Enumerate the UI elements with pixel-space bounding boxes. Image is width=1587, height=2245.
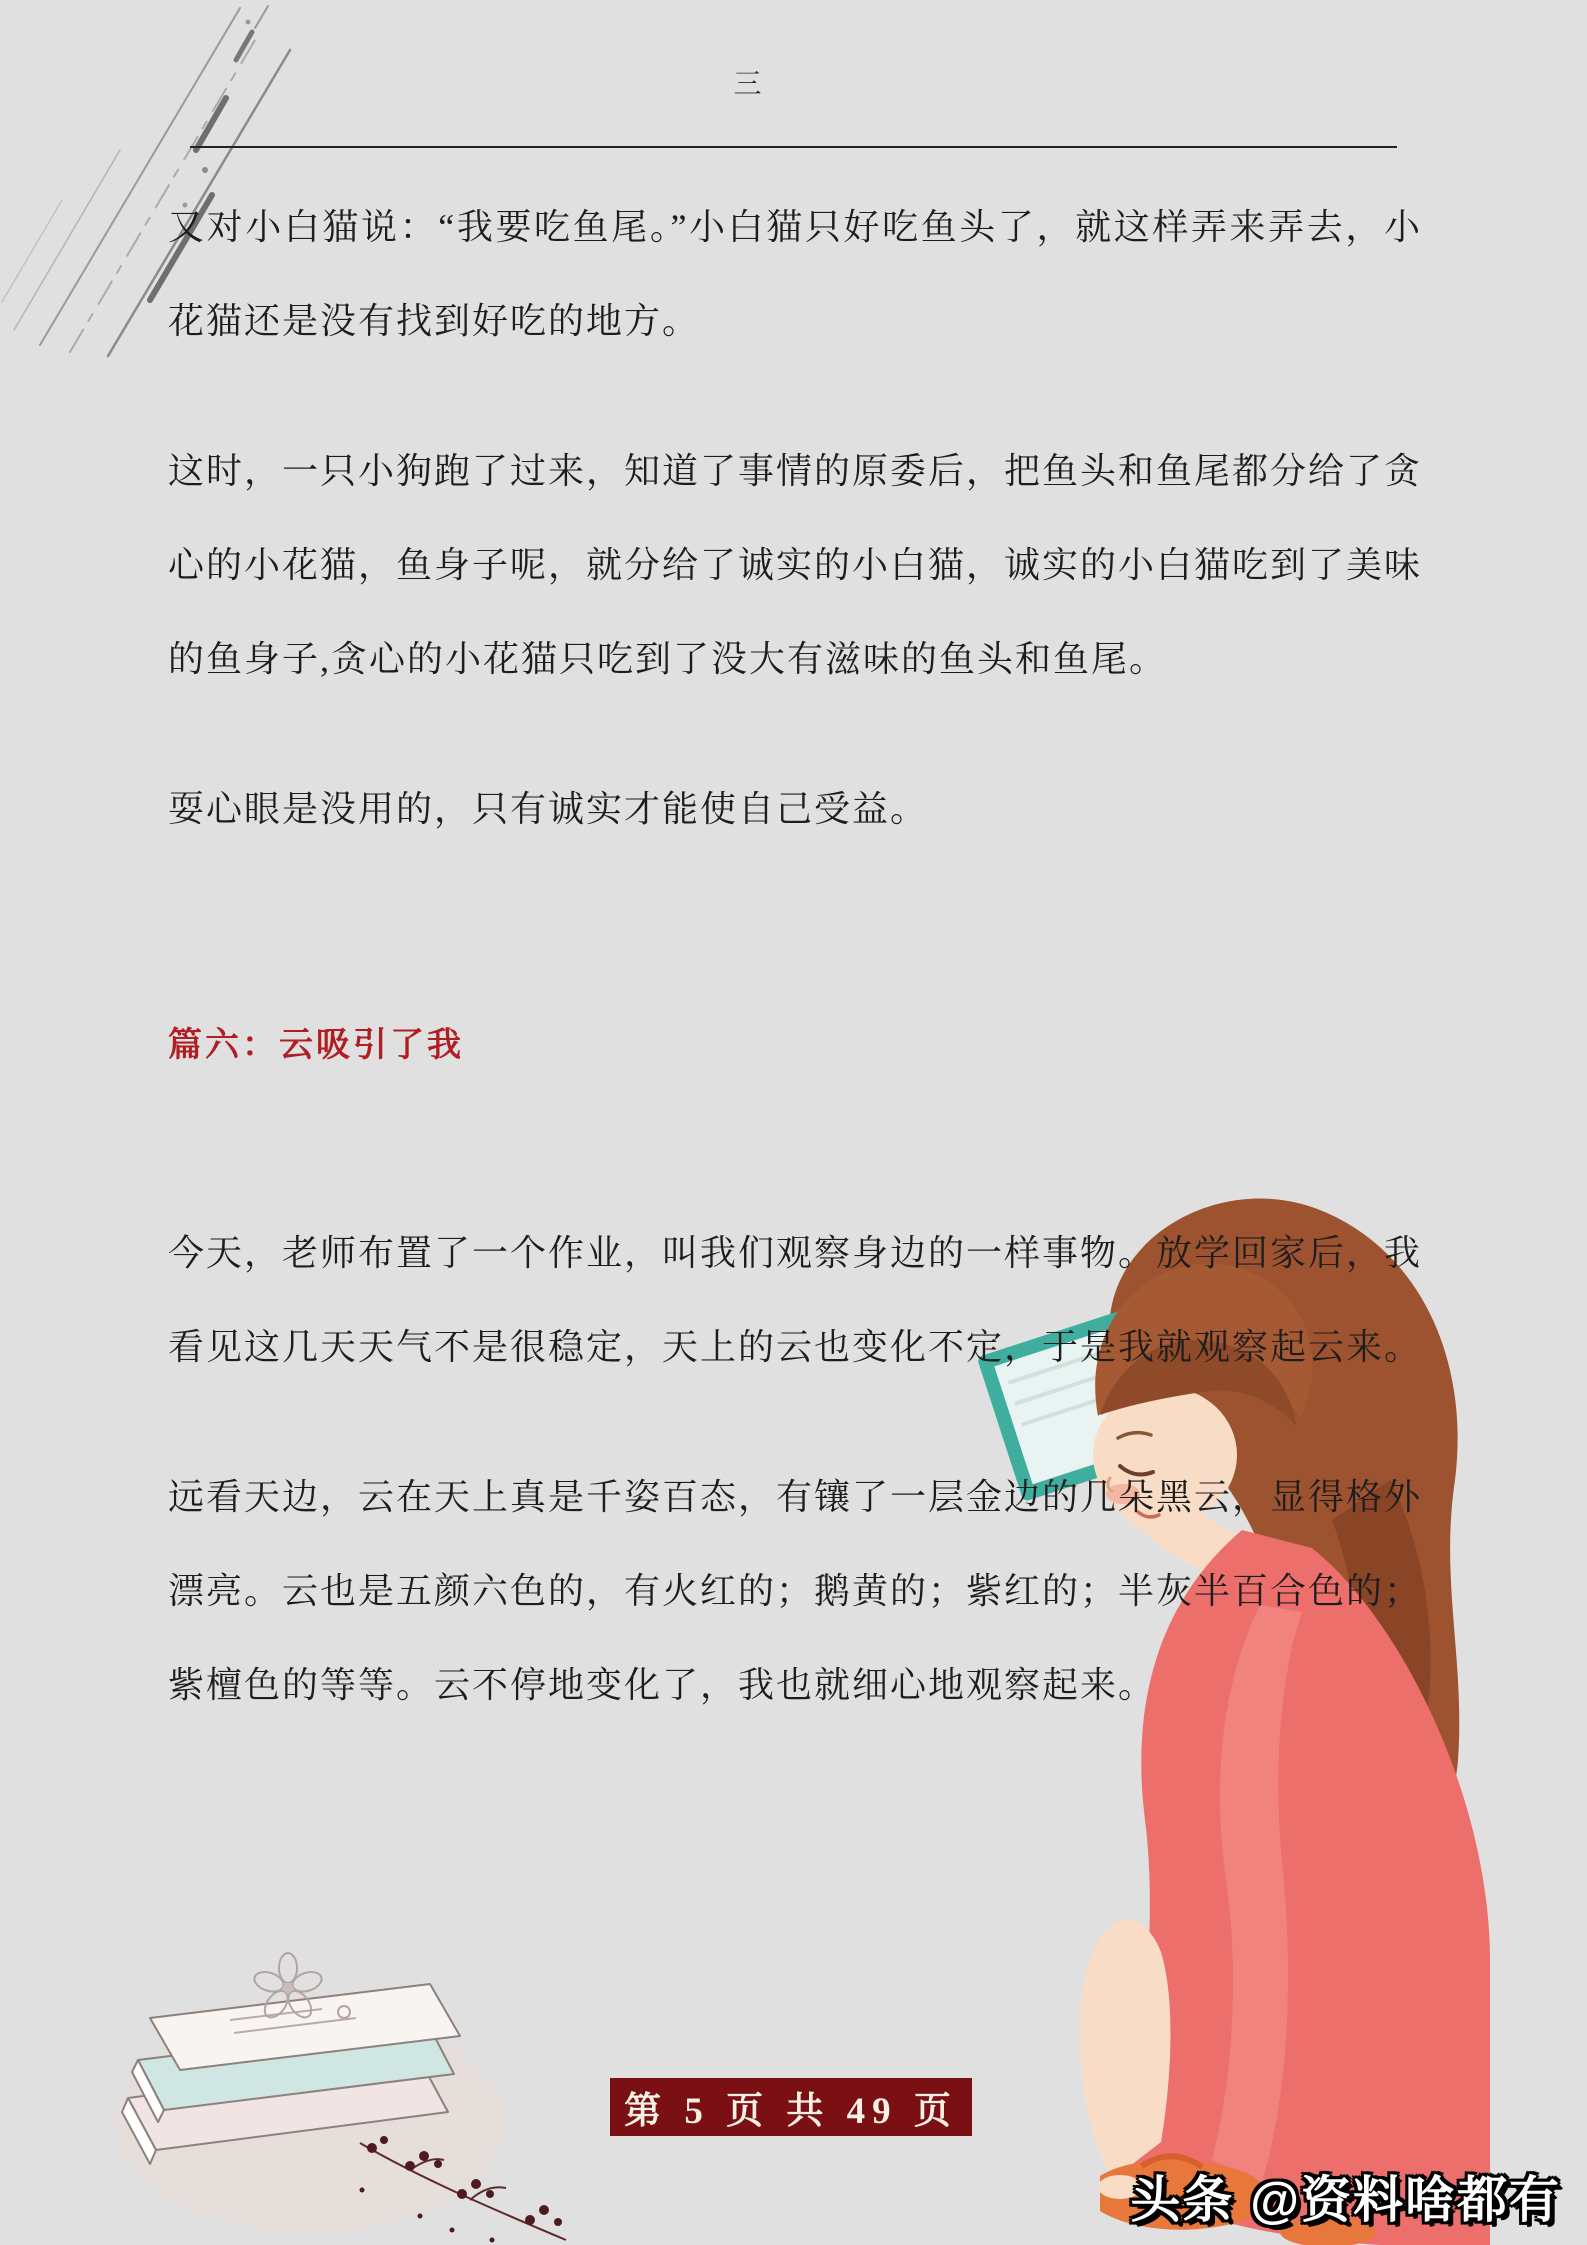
essay-six-heading: 篇六：云吸引了我 bbox=[168, 1027, 464, 1064]
toutiao-watermark: 头条 @资料啥都有 bbox=[1130, 2172, 1561, 2228]
paragraph: 耍心眼是没用的，只有诚实才能使自己受益。 bbox=[168, 789, 929, 829]
page-number-badge: 第 5 页 共 49 页 bbox=[610, 2078, 972, 2136]
paragraph: 又对小白猫说：“我要吃鱼尾。”小白猫只好吃鱼头了，就这样弄来弄去，小花猫还是没有找到好吃的地方。 bbox=[168, 207, 1422, 341]
paragraph: 远看天边，云在天上真是千姿百态，有镶了一层金边的几朵黑云，显得格外漂亮。云也是五颜六色的，有火红的；鹅黄的；紫红的；半灰半百合色的；紫檀色的等等。云不停地变化了，我也就细心地观察起来。 bbox=[168, 1477, 1423, 1705]
header-section-marker: 三 bbox=[733, 69, 763, 100]
paragraph: 今天，老师布置了一个作业，叫我们观察身边的一样事物。放学回家后，我看见这几天天气不是很稳定，天上的云也变化不定，于是我就观察起云来。 bbox=[168, 1233, 1423, 1367]
essay-content bbox=[168, 180, 1422, 1788]
header-rule bbox=[190, 146, 1397, 148]
book-stack-illustration bbox=[110, 1948, 580, 2245]
paragraph: 这时，一只小狗跑了过来，知道了事情的原委后，把鱼头和鱼尾都分给了贪心的小花猫，鱼身子呢，就分给了诚实的小白猫，诚实的小白猫吃到了美味的鱼身子,贪心的小花猫只吃到了没大有滋味的鱼头和鱼尾。 bbox=[168, 451, 1423, 679]
